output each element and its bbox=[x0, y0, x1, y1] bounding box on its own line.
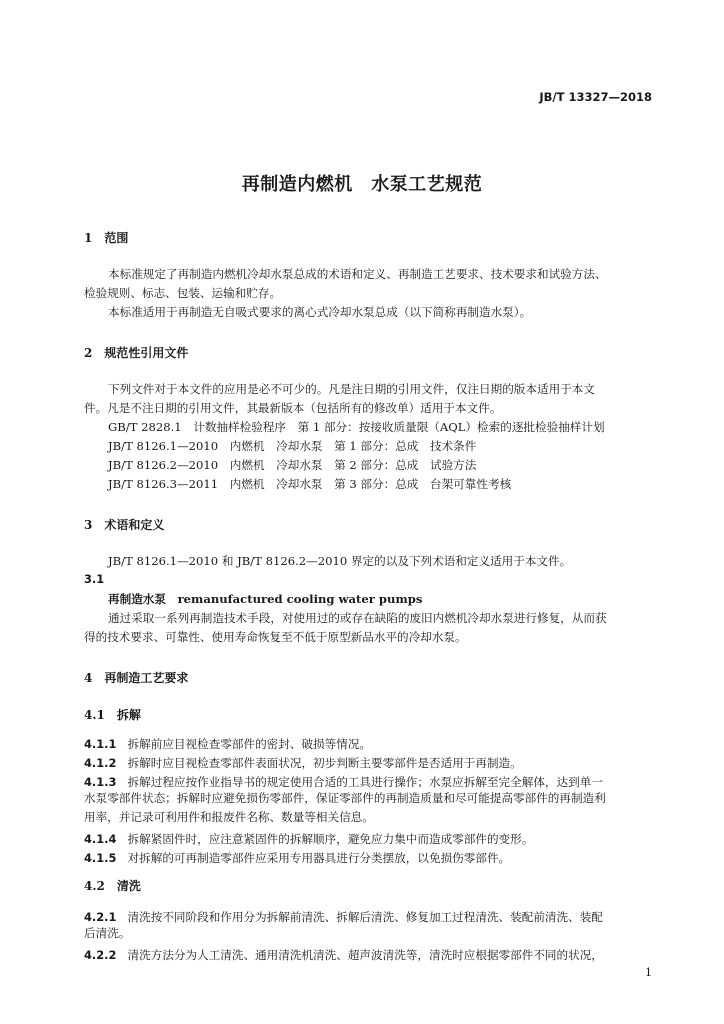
clause-4-1-3-line-3: 用率，并记录可利用件和报废件名称、数量等相关信息。 bbox=[84, 810, 374, 824]
section-3-para: JB/T 8126.1—2010 和 JB/T 8126.2—2010 界定的以及下列术语和定义适用于本文件。 bbox=[108, 554, 572, 568]
clause-4-1-2 bbox=[84, 752, 522, 771]
section-2-para-line-1: 下列文件对于本文件的应用是必不可少的。凡是注日期的引用文件，仅注日期的版本适用于本文 bbox=[108, 382, 595, 396]
section-4-heading: 4 再制造工艺要求 bbox=[84, 671, 189, 685]
clause-4-1-5 bbox=[84, 847, 510, 866]
clause-text: 拆解时应目视检查零部件表面状况，初步判断主要零部件是否适用于再制造。 bbox=[127, 756, 522, 770]
document-title: 再制造内燃机 水泵工艺规范 bbox=[241, 174, 483, 195]
section-4-2-heading: 4.2 清洗 bbox=[84, 879, 141, 893]
term-definition-line-1: 通过采取一系列再制造技术手段，对使用过的或存在缺陷的废旧内燃机冷却水泵进行修复，从而获 bbox=[108, 611, 607, 625]
reference-item: JB/T 8126.2—2010 内燃机 冷却水泵 第 2 部分：总成 试验方法 bbox=[108, 458, 477, 472]
clause-4-1-3-line-2: 水泵零部件状态；拆解时应避免损伤零部件，保证零部件的再制造质量和尽可能提高零部件的再制造利 bbox=[84, 791, 606, 805]
section-1-heading: 1 范围 bbox=[84, 231, 129, 245]
section-1-para-1-line-2: 检验规则、标志、包装、运输和贮存。 bbox=[84, 286, 282, 300]
section-2-heading: 2 规范性引用文件 bbox=[84, 346, 189, 360]
clause-text: 对拆解的可再制造零部件应采用专用器具进行分类摆放，以免损伤零部件。 bbox=[127, 851, 511, 865]
term-number: 3.1 bbox=[84, 572, 105, 586]
clause-4-2-1 bbox=[84, 906, 603, 925]
clause-text: 拆解过程应按作业指导书的规定使用合适的工具进行操作；水泵应拆解至完全解体，达到单一 bbox=[127, 775, 603, 789]
clause-4-1-4 bbox=[84, 828, 533, 847]
page-number: 1 bbox=[645, 966, 652, 979]
section-3-heading: 3 术语和定义 bbox=[84, 518, 165, 532]
reference-item: GB/T 2828.1 计数抽样检验程序 第 1 部分：按接收质量限（AQL）检索的逐批检验抽样计划 bbox=[108, 420, 605, 434]
clause-text: 拆解前应目视检查零部件的密封、破损等情况。 bbox=[127, 737, 372, 751]
term-name: 再制造水泵 remanufactured cooling water pumps bbox=[108, 592, 423, 606]
clause-number: 4.1.5 bbox=[84, 851, 117, 865]
section-1-para-2: 本标准适用于再制造无自吸式要求的离心式冷却水泵总成（以下简称再制造水泵）。 bbox=[108, 305, 532, 319]
clause-4-2-2 bbox=[84, 944, 603, 963]
term-definition-line-2: 得的技术要求、可靠性、使用寿命恢复至不低于原型新品水平的冷却水泵。 bbox=[84, 630, 467, 644]
clause-number: 4.1.3 bbox=[84, 775, 117, 789]
clause-4-2-1-line-2: 后清洗。 bbox=[84, 926, 131, 940]
clause-number: 4.1.1 bbox=[84, 737, 117, 751]
clause-text: 拆解紧固件时，应注意紧固件的拆解顺序，避免应力集中而造成零部件的变形。 bbox=[127, 832, 534, 846]
clause-number: 4.2.1 bbox=[84, 910, 117, 924]
clause-text: 清洗按不同阶段和作用分为拆解前清洗、拆解后清洗、修复加工过程清洗、装配前清洗、装配 bbox=[127, 910, 603, 924]
standard-code: JB/T 13327—2018 bbox=[539, 90, 652, 104]
clause-4-1-1 bbox=[84, 733, 371, 752]
clause-number: 4.2.2 bbox=[84, 948, 117, 962]
reference-item: JB/T 8126.1—2010 内燃机 冷却水泵 第 1 部分：总成 技术条件 bbox=[108, 439, 477, 453]
reference-item: JB/T 8126.3—2011 内燃机 冷却水泵 第 3 部分：总成 台架可靠性考核 bbox=[108, 477, 512, 491]
section-2-para-line-2: 件。凡是不注日期的引用文件，其最新版本（包括所有的修改单）适用于本文件。 bbox=[84, 401, 502, 415]
clause-number: 4.1.2 bbox=[84, 756, 117, 770]
section-4-1-heading: 4.1 拆解 bbox=[84, 708, 141, 722]
clause-number: 4.1.4 bbox=[84, 832, 117, 846]
section-1-para-1-line-1: 本标准规定了再制造内燃机冷却水泵总成的术语和定义、再制造工艺要求、技术要求和试验方法、 bbox=[108, 267, 607, 281]
clause-4-1-3 bbox=[84, 771, 603, 790]
clause-text: 清洗方法分为人工清洗、通用清洗机清洗、超声波清洗等，清洗时应根据零部件不同的状况， bbox=[127, 948, 603, 962]
